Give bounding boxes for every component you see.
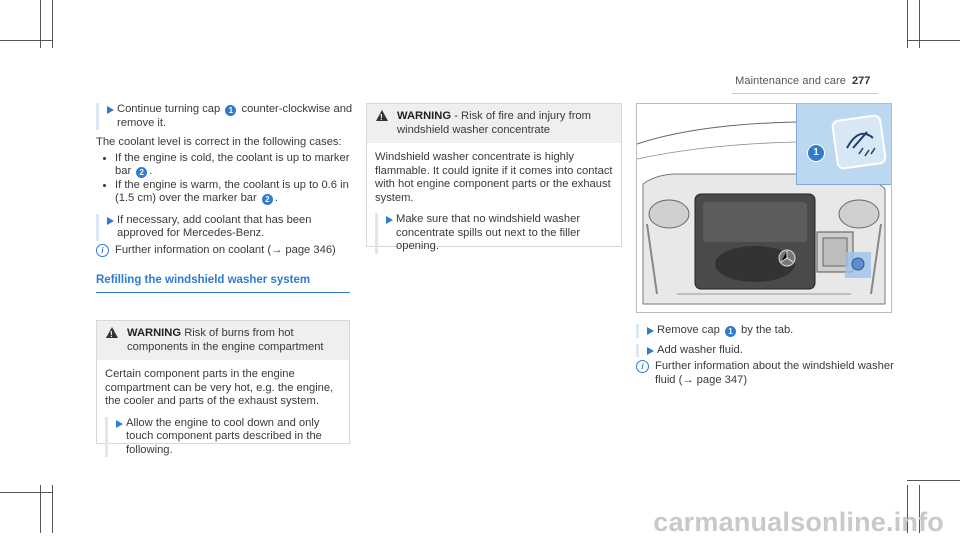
figure-callout-1: 1: [807, 144, 825, 162]
bullet-dot: [103, 157, 106, 160]
step-arrow-icon: [116, 420, 123, 428]
section-rule: [96, 292, 350, 293]
step-text: Remove cap: [657, 324, 720, 336]
warning-title: WARNING: [397, 110, 452, 122]
warning-title: WARNING: [127, 327, 182, 339]
section-heading: Refilling the windshield washer system: [96, 274, 311, 286]
warning-step: [105, 417, 341, 458]
warning-step: [375, 213, 613, 254]
step-text: If necessary, add coolant that has been approved for Mercedes-Benz.: [117, 213, 312, 239]
header-rule: [732, 93, 878, 94]
coolant-intro: The coolant level is correct in the following cases:: [96, 136, 342, 148]
callout-badge: 1: [725, 326, 736, 337]
step-add-coolant: [96, 214, 354, 241]
crop-mark: [907, 480, 960, 481]
step-add-washer-fluid: [636, 344, 894, 358]
running-header: Maintenance and care: [735, 75, 846, 87]
warning-triangle-icon: [376, 110, 388, 121]
info-note: [96, 244, 354, 258]
info-icon: i: [96, 244, 109, 257]
list-item-text: If the engine is cold, the coolant is up to marker bar: [115, 151, 350, 177]
crop-mark: [907, 40, 960, 41]
step-arrow-icon: [647, 327, 654, 335]
warning-title-rest: - Risk of fire and injury from windshield washer concentrate: [397, 110, 591, 136]
engine-compartment-figure: [636, 103, 892, 313]
warning-header: [97, 321, 349, 360]
bullet-dot: [103, 184, 106, 187]
right-column: [636, 324, 894, 387]
left-column: [96, 103, 354, 293]
info-note: [636, 360, 894, 387]
info-icon: i: [636, 360, 649, 373]
info-link[interactable]: Further information about the windshield washer fluid (→ page 347): [655, 360, 894, 386]
step-text-rest: by the tab.: [741, 324, 794, 336]
warning-text: Certain component parts in the engine compartment can be very hot, e.g. the engine, the cooler and parts of the exhaust system.: [105, 368, 334, 407]
step-arrow-icon: [386, 216, 393, 224]
watermark: carmanualsonline.info: [653, 506, 944, 537]
step-bar: [636, 324, 639, 338]
step-arrow-icon: [647, 347, 654, 355]
warning-box-fire: [366, 103, 622, 252]
warning-triangle-icon: [106, 327, 118, 338]
step-bar: [96, 214, 99, 241]
step-continue-turning: [96, 103, 354, 130]
callout-badge: 2: [136, 167, 147, 178]
step-text: Add washer fluid.: [657, 343, 743, 356]
step-bar: [375, 213, 378, 254]
warning-body: [367, 143, 621, 262]
callout-badge: 2: [262, 194, 273, 205]
step-arrow-icon: [107, 106, 114, 114]
page-number: 277: [852, 75, 871, 87]
step-bar: [636, 344, 639, 358]
warning-box-burns: [96, 320, 350, 456]
warning-title-rest: Risk of burns from hot components in the engine compartment: [127, 327, 324, 353]
step-arrow-icon: [107, 217, 114, 225]
step-text-rest: counter-clockwise and remove it.: [117, 103, 353, 129]
warning-text: Windshield washer concentrate is highly flammable. It could ignite if it comes into contact with hot engine component parts or the exhaust system.: [375, 151, 613, 204]
list-item: If the engine is cold, the coolant is up to marker bar 2 .: [96, 152, 354, 179]
step-text: Continue turning cap: [117, 103, 221, 115]
crop-mark: [0, 40, 53, 41]
callout-badge: 1: [225, 105, 236, 116]
step-remove-cap: [636, 324, 894, 338]
warning-header: [367, 104, 621, 143]
step-text: Allow the engine to cool down and only touch component parts described in the following.: [126, 416, 322, 456]
crop-mark: [0, 492, 53, 493]
step-bar: [105, 417, 108, 458]
step-bar: [96, 103, 99, 130]
list-item-text: If the engine is warm, the coolant is up to 0.6 in (1.5 cm) over the marker bar: [115, 178, 349, 204]
coolant-conditions-list: [96, 152, 354, 206]
info-link[interactable]: Further information on coolant (→ page 346): [115, 243, 336, 256]
warning-body: [97, 360, 349, 465]
list-item: If the engine is warm, the coolant is up to 0.6 in (1.5 cm) over the marker bar 2 .: [96, 179, 354, 206]
step-text: Make sure that no windshield washer concentrate spills out next to the filler opening.: [396, 213, 581, 252]
